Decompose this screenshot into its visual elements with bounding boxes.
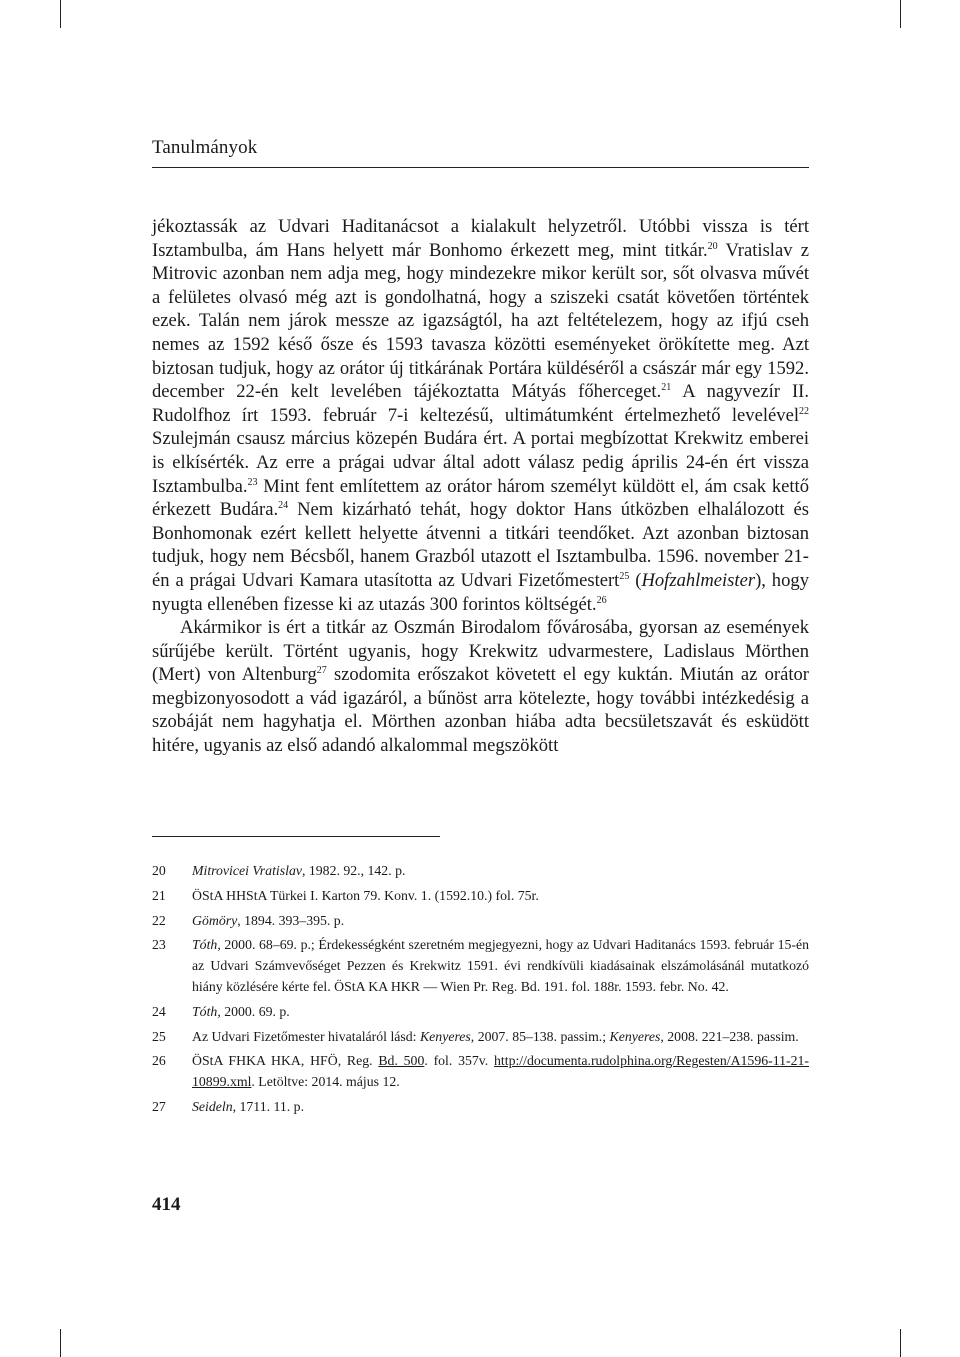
documenta-url-link[interactable]: http://documenta.rudolphina.org/Regesten/A1596-11-21-10899.xml <box>192 1053 809 1090</box>
footnote-22 <box>152 911 809 932</box>
footnote-number: 21 <box>152 887 166 903</box>
footnote-text: Gömöry, 1894. 393–395. p. <box>192 912 345 928</box>
text-run: Nem kizárható tehát, hogy doktor Hans útközben elhalálozott és Bonhomonak ezért kellett helyette átvenni a titkári teendőket. Azt azonban biztosan tudjuk, hogy nem Bécsből, hanem Grazból utazott el Isztambulba. 1596. november 21-én a prágai Udvari Kamara utasította az Udvari Fizetőmestert <box>152 499 809 591</box>
text-run: ( <box>629 569 642 591</box>
header-rule <box>152 167 809 168</box>
footnote-ref-23[interactable]: 23 <box>247 476 258 488</box>
crop-mark-top-right <box>900 0 901 28</box>
footnote-25 <box>152 1027 809 1048</box>
text-run: Vratislav z Mitrovic azonban nem adja meg, hogy mindezekre mikor került sor, sőt olvasva művét a felületes olvasó még azt is gondolhatná, hogy a sziszeki csatát követően történtek ezek. Talán nem járok messze az igazságtól, ha azt feltételezem, hogy az ifjú cseh nemes az 1592 késő ősze és 1593 tavasza közötti eseményeket örökítette meg. Azt biztosan tudjuk, hogy az orátor új titkárának Portára küldéséről a császár már egy 1592. december 22-én kelt levelében tájékoztatta Mátyás főherceget. <box>152 239 809 403</box>
body-text <box>152 215 809 758</box>
footnotes <box>152 861 809 1122</box>
paragraph-1 <box>152 215 809 616</box>
page-number: 414 <box>152 1194 181 1215</box>
footnote-21 <box>152 886 809 907</box>
footnote-text: Mitrovicei Vratislav, 1982. 92., 142. p. <box>192 863 406 878</box>
footnote-ref-27[interactable]: 27 <box>316 665 327 677</box>
footnote-20 <box>152 861 809 882</box>
footnote-ref-24[interactable]: 24 <box>278 500 289 512</box>
footnote-text: Tóth, 2000. 69. p. <box>192 1003 290 1019</box>
footnote-text: Tóth, 2000. 68–69. p.; Érdekességként szeretném megjegyezni, hogy az Udvari Haditanács 1593. február 15-én az Udvari Számvevőséget Pezzen és Krekwitz 1591. évi rendkívüli kiadásainak elszámolásánál mutatkozó hiány közlésére kérte fel. ÖStA KA HKR — Wien Pr. Reg. Bd. 191. fol. 188r. 1593. febr. No. 42. <box>192 937 809 994</box>
text-run: szodomita erőszakot követett el egy kuktán. Miután az orátor megbizonyosodott a vád igazáról, a bűnöst arra kötelezte, hogy további intézkedésig a szobáját nem hagyhatja el. Mörthen azonban hiába adta becsületszavát és esküdött hitére, ugyanis az első adandó alkalommal megszökött <box>152 664 809 757</box>
footnote-ref-25[interactable]: 25 <box>619 570 630 582</box>
footnote-number: 24 <box>152 1003 166 1019</box>
footnote-27 <box>152 1097 809 1118</box>
paragraph-2 <box>152 616 809 758</box>
italic-term: Hofzahlmeister <box>641 569 756 591</box>
footnote-number: 27 <box>152 1098 166 1114</box>
text-run: Mint fent említettem az orátor három személyt küldött el, ám csak kettő érkezett Budára. <box>152 475 809 521</box>
footnote-ref-21[interactable]: 21 <box>661 382 672 394</box>
footnote-26 <box>152 1051 809 1093</box>
footnote-number: 25 <box>152 1028 166 1044</box>
footnote-text: ÖStA HHStA Türkei I. Karton 79. Konv. 1. (1592.10.) fol. 75r. <box>192 887 539 903</box>
footnote-rule <box>152 836 440 837</box>
text-run: jékoztassák az Udvari Haditanácsot a kialakult helyzetről. Utóbbi vissza is tért Isztambulba, ám Hans helyett már Bonhomo érkezett meg, mint titkár. <box>152 216 809 261</box>
footnote-ref-22[interactable]: 22 <box>799 405 809 417</box>
footnote-ref-26[interactable]: 26 <box>596 594 607 606</box>
crop-mark-bottom-right <box>900 1329 901 1357</box>
text-run: A nagyvezír II. Rudolfhoz írt 1593. február 7-i keltezésű, ultimátumként értelmezhető levelével <box>152 381 809 426</box>
text-run: Akármikor is ért a titkár az Oszmán Birodalom fővárosába, gyorsan az események sűrűjébe került. Történt ugyanis, hogy Krekwitz udvarmestere, Ladislaus Mörthen (Mert) von Altenburg <box>152 617 809 686</box>
text-run: Szulejmán csausz március közepén Budára ért. A portai megbízottat Krekwitz emberei is elkísérték. Az erre a prágai udvar által adott válasz pedig április 24-én ért vissza Isztambulba. <box>152 428 809 497</box>
footnote-number: 26 <box>152 1053 166 1069</box>
footnote-number: 22 <box>152 912 166 928</box>
footnote-text: Seideln, 1711. 11. p. <box>192 1098 305 1114</box>
crop-mark-top-left <box>60 0 61 28</box>
footnote-23 <box>152 935 809 997</box>
text-run: ), hogy nyugta ellenében fizesse ki az utazás 300 forintos költségét. <box>152 569 809 615</box>
footnote-text: ÖStA FHKA HKA, HFÖ, Reg. Bd. 500. fol. 357v. http://documenta.rudolphina.org/Regesten/A1596-11-21-10899.xml. Letöltve: 2014. május 12. <box>192 1053 809 1090</box>
crop-mark-bottom-left <box>60 1329 61 1357</box>
footnote-text: Az Udvari Fizetőmester hivataláról lásd: Kenyeres, 2007. 85–138. passim.; Kenyeres, 2008. 221–238. passim. <box>192 1028 799 1044</box>
archive-link[interactable]: Bd. 500 <box>378 1053 425 1069</box>
running-header: Tanulmányok <box>152 137 258 158</box>
footnote-24 <box>152 1002 809 1023</box>
footnote-number: 20 <box>152 863 166 878</box>
footnote-number: 23 <box>152 937 166 953</box>
footnote-ref-20[interactable]: 20 <box>707 240 718 252</box>
